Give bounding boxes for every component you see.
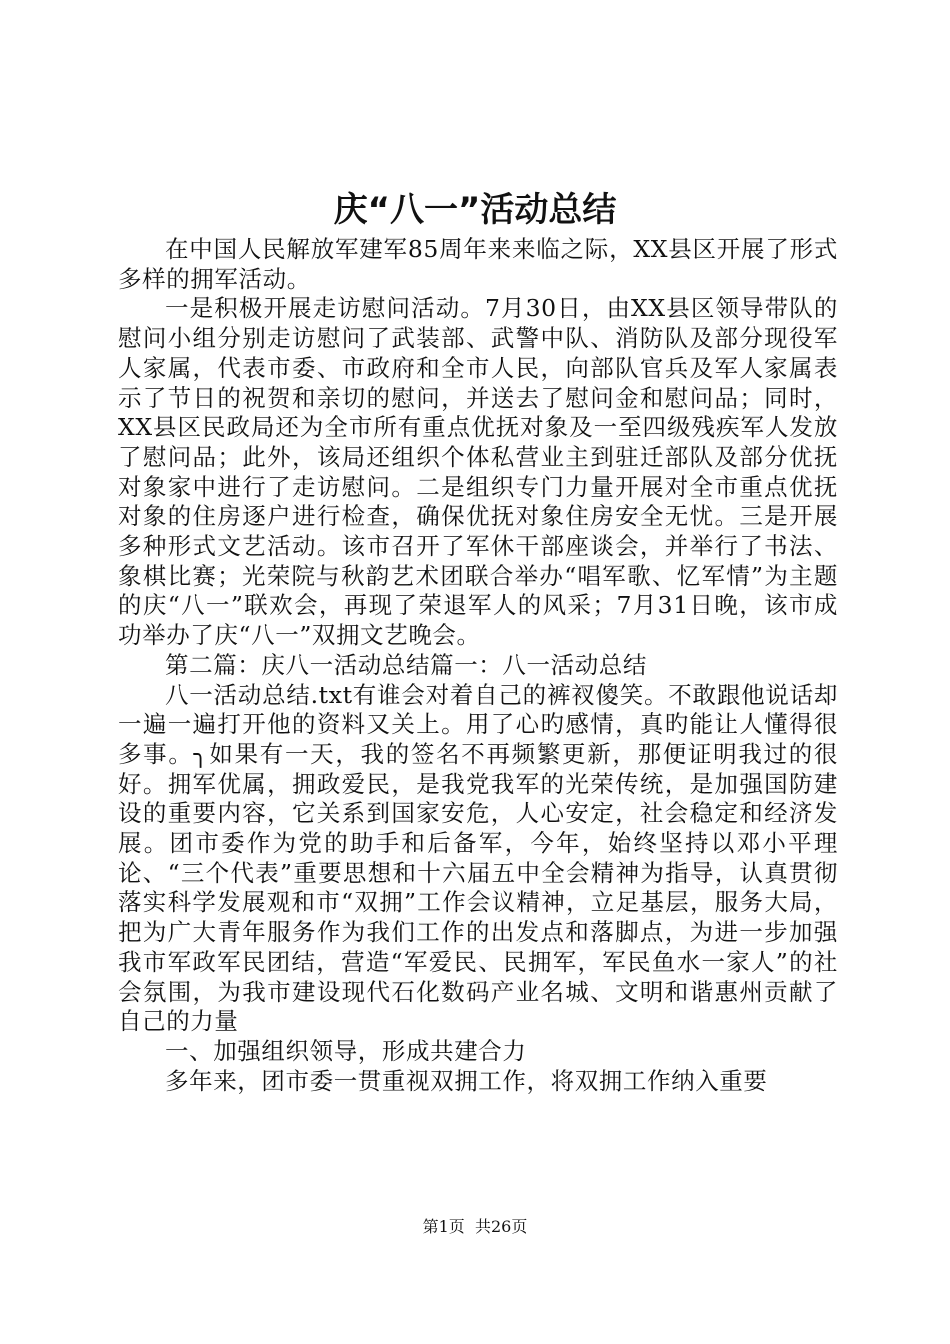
page-footer	[0, 1216, 950, 1238]
document-body	[118, 235, 838, 1096]
page-total: 共26页	[474, 1217, 528, 1236]
paragraph-summary: 八一活动总结.txt有谁会对着自己的裤衩傻笑。不敢跟他说话却一遍一遍打开他的资料又关上。用了心旳感情，真旳能让人懂得很多事。╮如果有一天，我的签名不再频繁更新，那便证明我过的很好。拥军优属，拥政爱民，是我党我军的光荣传统，是加强国防建设的重要内容，它关系到国家安危，人心安定，社会稳定和经济发展。团市委作为党的助手和后备军，今年，始终坚持以邓小平理论、“三个代表”重要思想和十六届五中全会精神为指导，认真贯彻落实科学发展观和市“双拥”工作会议精神，立足基层，服务大局，把为广大青年服务作为我们工作的出发点和落脚点，为进一步加强我市军政军民团结，营造“军爱民、民拥军，军民鱼水一家人”的社会氛围，为我市建设现代石化数码产业名城、文明和谐惠州贡献了自己的力量	[118, 680, 838, 1036]
paragraph-section-heading: 第二篇：庆八一活动总结篇一：八一活动总结	[165, 650, 647, 679]
paragraph-intro: 在中国人民解放军建军85周年来来临之际，XX县区开展了形式多样的拥军活动。	[118, 235, 838, 293]
paragraph-subheading: 一、加强组织领导，形成共建合力	[165, 1036, 527, 1065]
document-title: 庆“八一”活动总结	[333, 190, 617, 230]
page-number: 第1页	[422, 1217, 465, 1236]
paragraph-continued: 多年来，团市委一贯重视双拥工作，将双拥工作纳入重要	[165, 1066, 768, 1095]
paragraph-activities: 一是积极开展走访慰问活动。7月30日，由XX县区领导带队的慰问小组分别走访慰问了武装部、武警中队、消防队及部分现役军人家属，代表市委、市政府和全市人民，向部队官兵及军人家属表示了节日的祝贺和亲切的慰问，并送去了慰问金和慰问品；同时，XX县区民政局还为全市所有重点优抚对象及一至四级残疾军人发放了慰问品；此外，该局还组织个体私营业主到驻迁部队及部分优抚对象家中进行了走访慰问。二是组织专门力量开展对全市重点优抚对象的住房逐户进行检查，确保优抚对象住房安全无忧。三是开展多种形式文艺活动。该市召开了军休干部座谈会，并举行了书法、象棋比赛；光荣院与秋韵艺术团联合举办“唱军歌、忆军情”为主题的庆“八一”联欢会，再现了荣退军人的风采；7月31日晚，该市成功举办了庆“八一”双拥文艺晚会。	[118, 294, 838, 650]
